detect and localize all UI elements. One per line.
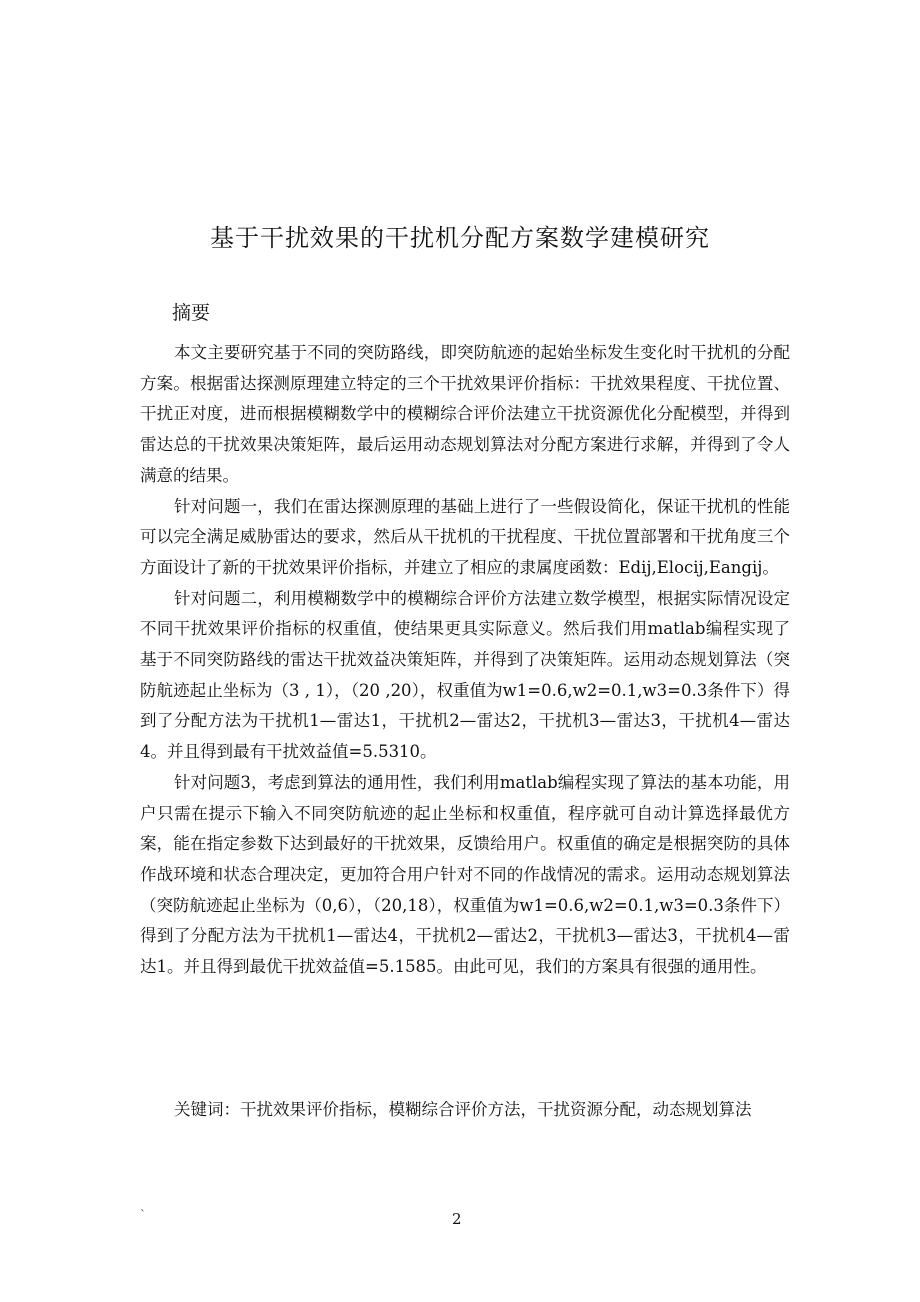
abstract-paragraph-2: 针对问题一，我们在雷达探测原理的基础上进行了一些假设简化，保证干扰机的性能可以完全满足威胁雷达的要求，然后从干扰机的干扰程度、干扰位置部署和干扰角度三个方面设计了新的干扰效果评价指标，并建立了相应的隶属度函数：Edij,Elocij,Eangij。: [140, 496, 790, 577]
abstract-body: [140, 338, 790, 983]
document-title: 基于干扰效果的干扰机分配方案数学建模研究: [210, 224, 710, 252]
footer-mark: `: [140, 1208, 146, 1222]
abstract-paragraph-1: 本文主要研究基于不同的突防路线，即突防航迹的起始坐标发生变化时干扰机的分配方案。根据雷达探测原理建立特定的三个干扰效果评价指标：干扰效果程度、干扰位置、干扰正对度，进而根据模糊数学中的模糊综合评价法建立干扰资源优化分配模型，并得到雷达总的干扰效果决策矩阵，最后运用动态规划算法对分配方案进行求解，并得到了令人满意的结果。: [140, 343, 790, 485]
page-number: 2: [452, 1210, 462, 1228]
keywords-line: 关键词：干扰效果评价指标，模糊综合评价方法，干扰资源分配，动态规划算法: [174, 1100, 752, 1119]
abstract-heading: 摘要: [172, 302, 211, 324]
abstract-paragraph-4: 针对问题3，考虑到算法的通用性，我们利用matlab编程实现了算法的基本功能，用户只需在提示下输入不同突防航迹的起止坐标和权重值，程序就可自动计算选择最优方案，能在指定参数下达到最好的干扰效果，反馈给用户。权重值的确定是根据突防的具体作战环境和状态合理决定，更加符合用户针对不同的作战情况的需求。运用动态规划算法（突防航迹起止坐标为（0,6），（20,18），权重值为w1=0.6,w2=0.1,w3=0.3条件下）得到了分配方法为干扰机1—雷达4，干扰机2—雷达2，干扰机3—雷达3，干扰机4—雷达1。并且得到最优干扰效益值=5.1585。由此可见，我们的方案具有很强的通用性。: [140, 772, 790, 977]
abstract-paragraph-3: 针对问题二，利用模糊数学中的模糊综合评价方法建立数学模型，根据实际情况设定不同干扰效果评价指标的权重值，使结果更具实际意义。然后我们用matlab编程实现了基于不同突防路线的雷达干扰效益决策矩阵，并得到了决策矩阵。运用动态规划算法（突防航迹起止坐标为（3 , 1），（20 ,20），权重值为w1=0.6,w2=0.1,w3=0.3条件下）得到了分配方法为干扰机1—雷达1，干扰机2—雷达2，干扰机3—雷达3，干扰机4—雷达4。并且得到最有干扰效益值=5.5310。: [140, 588, 790, 762]
